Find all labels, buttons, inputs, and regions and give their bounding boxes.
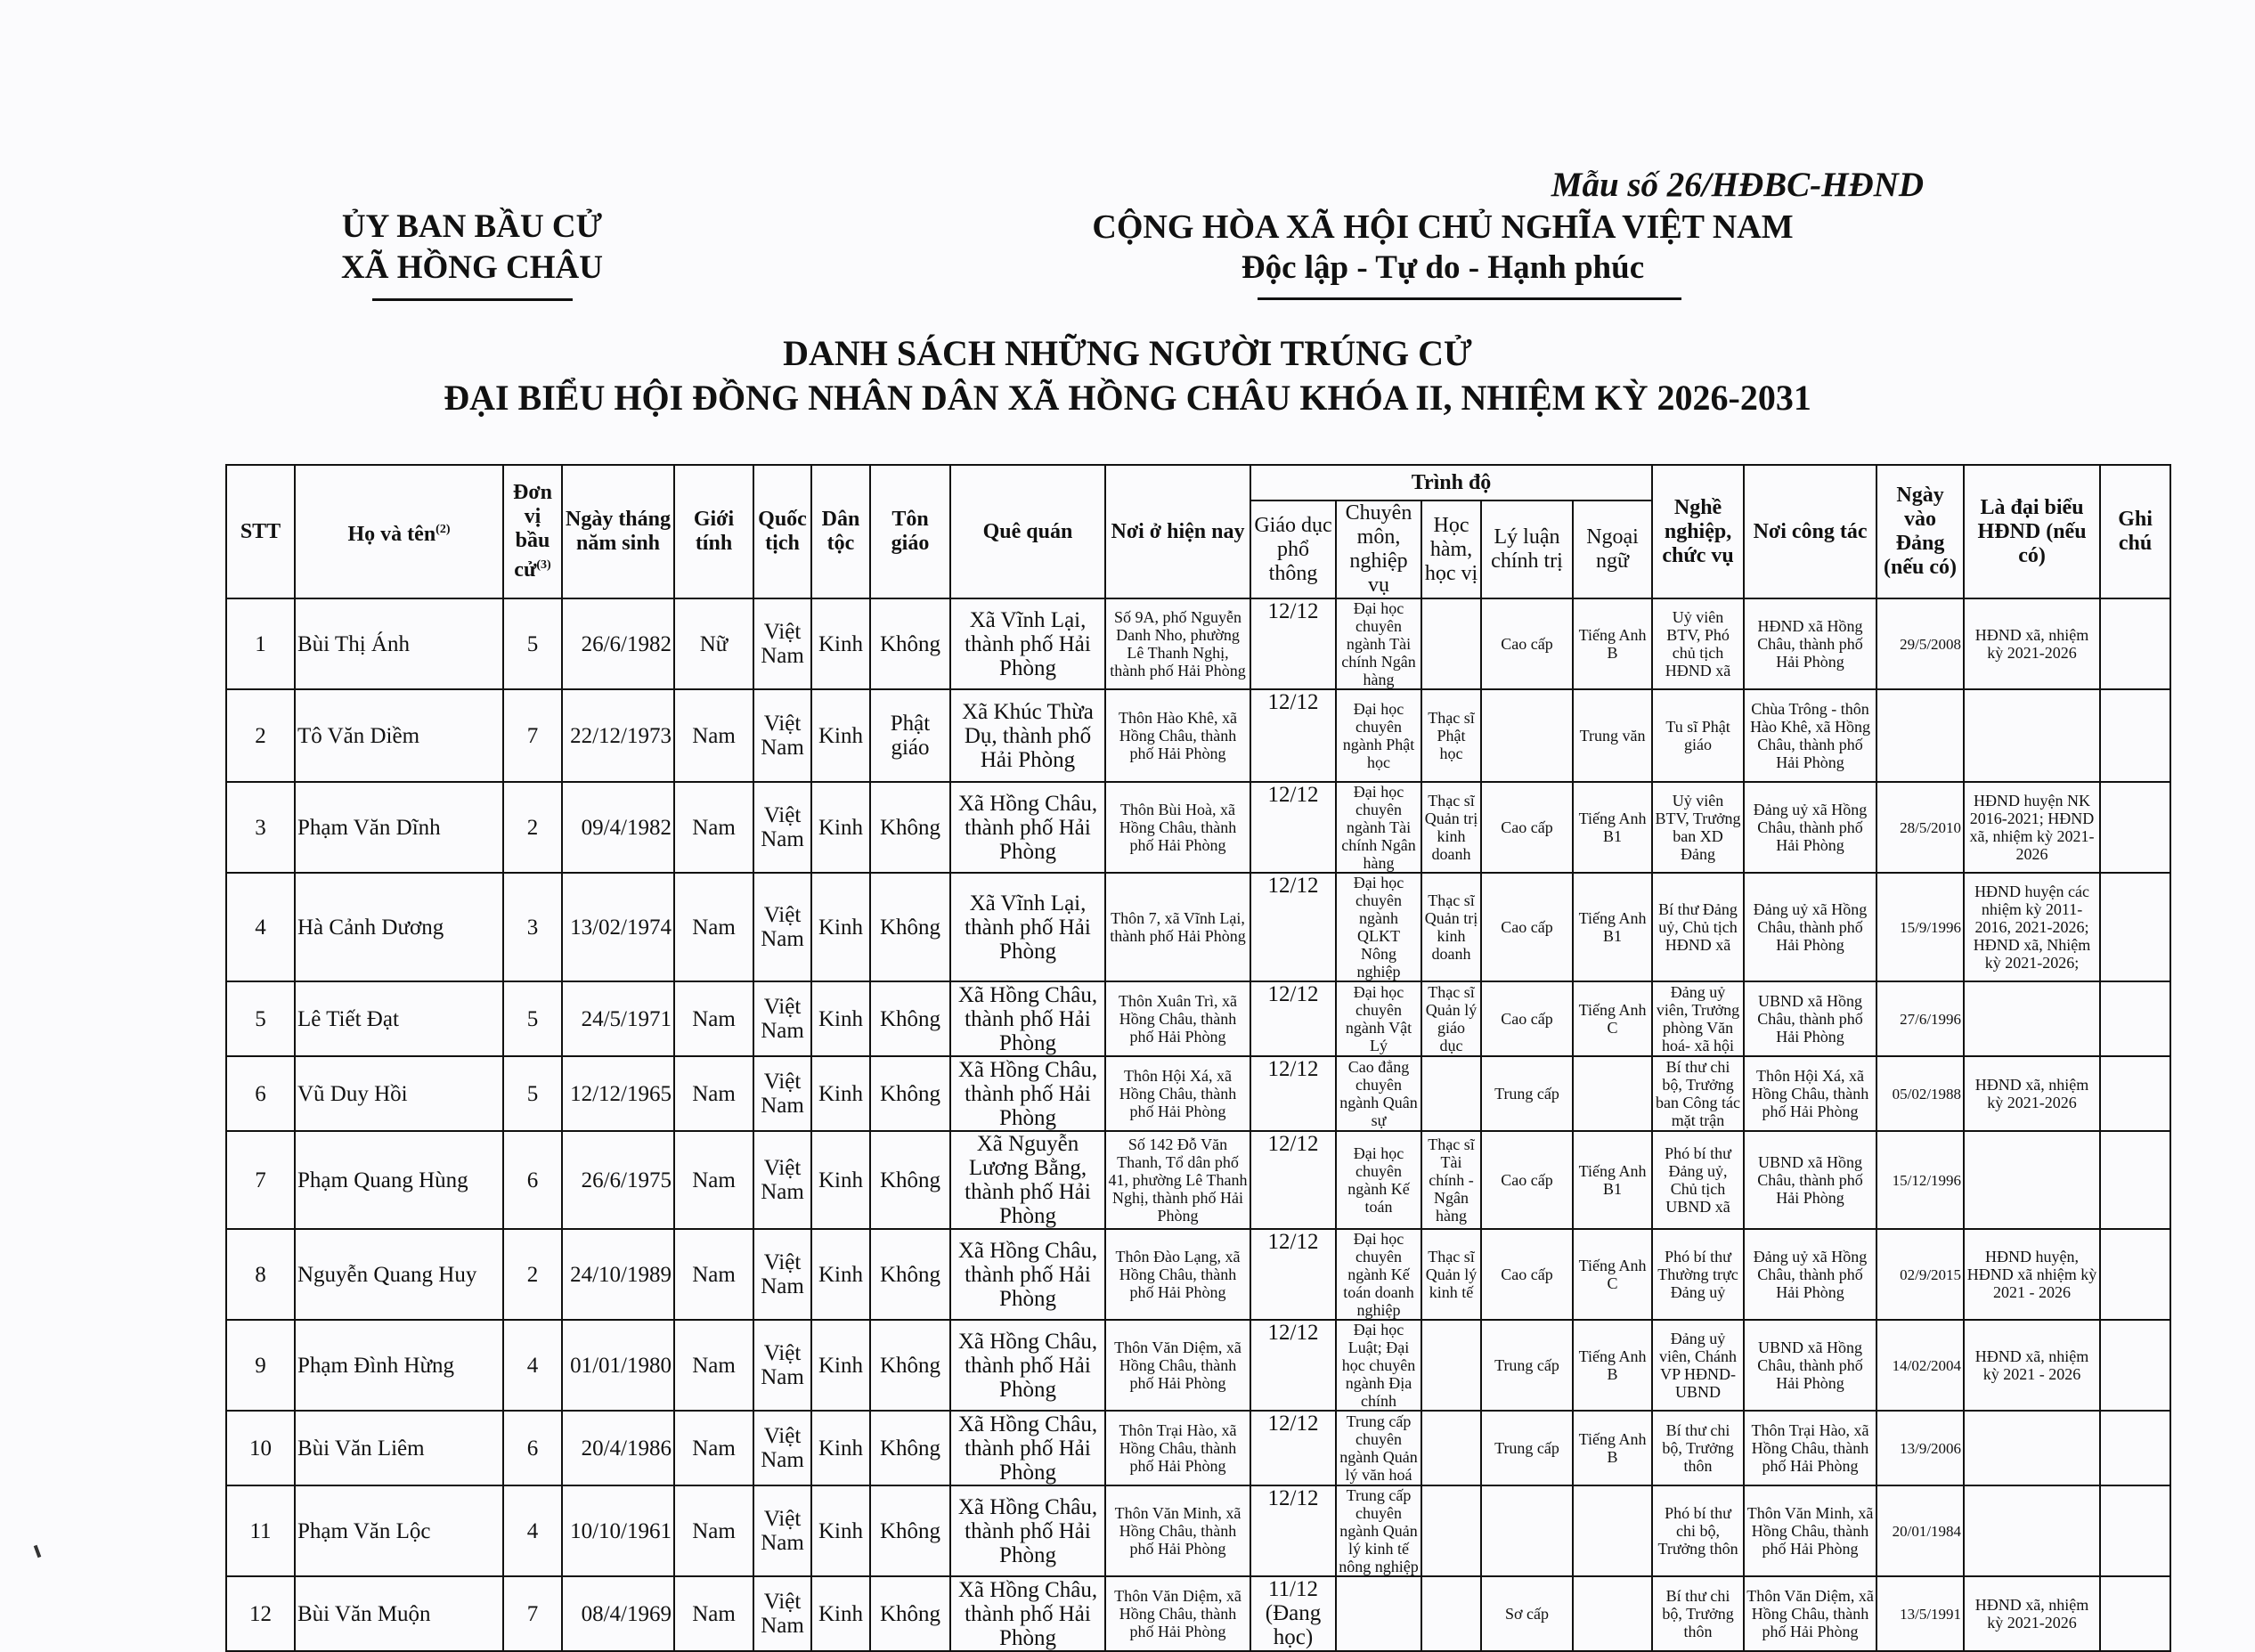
cell-name: Phạm Quang Hùng [295,1131,503,1229]
cell-ethnicity: Kinh [811,873,870,981]
cell-note [2100,1320,2170,1411]
cell-dob: 13/02/1974 [562,873,674,981]
cell-political: Cao cấp [1481,598,1573,689]
cell-general-edu: 12/12 [1250,981,1336,1056]
cell-stt: 8 [226,1229,295,1320]
cell-unit: 3 [503,873,562,981]
cell-hometown: Xã Khúc Thừa Dụ, thành phố Hải Phòng [950,689,1105,782]
cell-ethnicity: Kinh [811,689,870,782]
cell-workplace: Đảng uỷ xã Hồng Châu, thành phố Hải Phòng [1744,873,1876,981]
cell-hometown: Xã Nguyễn Lương Bằng, thành phố Hải Phòng [950,1131,1105,1229]
cell-language: Tiếng Anh B [1573,1320,1652,1411]
cell-prior-delegate [1964,1485,2100,1576]
cell-academic [1421,1485,1481,1576]
header-language: Ngoại ngữ [1573,500,1652,598]
cell-academic: Thạc sĩ Tài chính - Ngân hàng [1421,1131,1481,1229]
cell-academic: Thạc sĩ Quản lý giáo dục [1421,981,1481,1056]
cell-occupation: Đảng uỷ viên, Trưởng phòng Văn hoá- xã hội [1652,981,1744,1056]
cell-name: Vũ Duy Hồi [295,1056,503,1131]
cell-occupation: Tu sĩ Phật giáo [1652,689,1744,782]
cell-professional: Đại học chuyên ngành Tài chính Ngân hàng [1336,782,1421,873]
cell-nationality: Việt Nam [753,1485,811,1576]
cell-stt: 7 [226,1131,295,1229]
cell-workplace: UBND xã Hồng Châu, thành phố Hải Phòng [1744,1320,1876,1411]
cell-residence: Thôn Văn Diệm, xã Hồng Châu, thành phố Hải Phòng [1105,1576,1250,1651]
cell-occupation: Bí thư chi bộ, Trưởng thôn [1652,1576,1744,1651]
table-row [226,1320,2170,1411]
cell-dob: 22/12/1973 [562,689,674,782]
cell-party-date: 15/9/1996 [1876,873,1964,981]
cell-party-date: 13/9/2006 [1876,1411,1964,1485]
organization-line-2: XÃ HỒNG CHÂU [341,249,603,286]
scan-mark [34,1545,42,1558]
cell-stt: 9 [226,1320,295,1411]
cell-unit: 5 [503,981,562,1056]
cell-name: Nguyễn Quang Huy [295,1229,503,1320]
cell-dob: 20/4/1986 [562,1411,674,1485]
cell-occupation: Phó bí thư chi bộ, Trưởng thôn [1652,1485,1744,1576]
cell-religion: Không [870,1411,950,1485]
cell-party-date: 14/02/2004 [1876,1320,1964,1411]
table-row [226,873,2170,981]
cell-academic: Thạc sĩ Quản lý kinh tế [1421,1229,1481,1320]
cell-residence: Thôn Hào Khê, xã Hồng Châu, thành phố Hải Phòng [1105,689,1250,782]
cell-workplace: Thôn Trại Hào, xã Hồng Châu, thành phố Hải Phòng [1744,1411,1876,1485]
cell-gender: Nam [674,782,753,873]
cell-stt: 4 [226,873,295,981]
cell-stt: 5 [226,981,295,1056]
nation-name: CỘNG HÒA XÃ HỘI CHỦ NGHĨA VIỆT NAM [1092,208,1794,246]
cell-academic [1421,598,1481,689]
cell-religion: Không [870,873,950,981]
cell-language: Tiếng Anh B [1573,598,1652,689]
cell-residence: Thôn Văn Minh, xã Hồng Châu, thành phố Hải Phòng [1105,1485,1250,1576]
cell-gender: Nam [674,1229,753,1320]
cell-nationality: Việt Nam [753,981,811,1056]
cell-occupation: Bí thư chi bộ, Trưởng thôn [1652,1411,1744,1485]
cell-workplace: Thôn Hội Xá, xã Hồng Châu, thành phố Hải Phòng [1744,1056,1876,1131]
cell-party-date: 27/6/1996 [1876,981,1964,1056]
cell-name: Phạm Văn Lộc [295,1485,503,1576]
cell-academic [1421,1576,1481,1651]
header-unit: Đơn vị bầu cử$^{(3)}$ [503,465,562,598]
cell-residence: Thôn Xuân Trì, xã Hồng Châu, thành phố Hải Phòng [1105,981,1250,1056]
cell-gender: Nam [674,1411,753,1485]
cell-ethnicity: Kinh [811,1056,870,1131]
cell-ethnicity: Kinh [811,1576,870,1651]
cell-workplace: HĐND xã Hồng Châu, thành phố Hải Phòng [1744,598,1876,689]
table-row [226,1229,2170,1320]
cell-note [2100,1229,2170,1320]
cell-stt: 1 [226,598,295,689]
cell-political [1481,1485,1573,1576]
cell-religion: Không [870,1485,950,1576]
header-education-group: Trình độ [1250,465,1652,500]
cell-nationality: Việt Nam [753,1229,811,1320]
motto-underline [1258,297,1681,300]
national-header [997,207,1888,289]
cell-prior-delegate: HĐND xã, nhiệm kỳ 2021 - 2026 [1964,1320,2100,1411]
cell-residence: Thôn Trại Hào, xã Hồng Châu, thành phố Hải Phòng [1105,1411,1250,1485]
cell-religion: Không [870,981,950,1056]
cell-prior-delegate: HĐND huyện, HĐND xã nhiệm kỳ 2021 - 2026 [1964,1229,2100,1320]
cell-dob: 01/01/1980 [562,1320,674,1411]
cell-dob: 10/10/1961 [562,1485,674,1576]
organization-underline [372,298,573,301]
table-row [226,1131,2170,1229]
cell-ethnicity: Kinh [811,1229,870,1320]
cell-nationality: Việt Nam [753,1576,811,1651]
cell-residence: Số 9A, phố Nguyễn Danh Nho, phường Lê Thanh Nghị, thành phố Hải Phòng [1105,598,1250,689]
cell-political: Trung cấp [1481,1320,1573,1411]
cell-name: Hà Cảnh Dương [295,873,503,981]
cell-dob: 08/4/1969 [562,1576,674,1651]
cell-general-edu: 12/12 [1250,1411,1336,1485]
cell-dob: 24/5/1971 [562,981,674,1056]
cell-political: Cao cấp [1481,1131,1573,1229]
cell-general-edu: 12/12 [1250,782,1336,873]
cell-language: Trung văn [1573,689,1652,782]
cell-gender: Nam [674,1056,753,1131]
cell-professional [1336,1576,1421,1651]
header-professional: Chuyên môn, nghiệp vụ [1336,500,1421,598]
cell-prior-delegate [1964,981,2100,1056]
cell-note [2100,1485,2170,1576]
cell-nationality: Việt Nam [753,782,811,873]
cell-prior-delegate [1964,1411,2100,1485]
cell-prior-delegate: HĐND xã, nhiệm kỳ 2021-2026 [1964,1056,2100,1131]
cell-prior-delegate: HĐND huyện các nhiệm kỳ 2011-2016, 2021-2026; HĐND xã, Nhiệm kỳ 2021-2026; [1964,873,2100,981]
cell-name: Bùi Thị Ánh [295,598,503,689]
cell-hometown: Xã Hồng Châu, thành phố Hải Phòng [950,1485,1105,1576]
cell-hometown: Xã Hồng Châu, thành phố Hải Phòng [950,1229,1105,1320]
cell-hometown: Xã Hồng Châu, thành phố Hải Phòng [950,981,1105,1056]
cell-professional: Trung cấp chuyên ngành Quản lý văn hoá [1336,1411,1421,1485]
table-row [226,1056,2170,1131]
cell-workplace: Đảng uỷ xã Hồng Châu, thành phố Hải Phòng [1744,782,1876,873]
cell-note [2100,598,2170,689]
cell-unit: 2 [503,782,562,873]
cell-academic: Thạc sĩ Quản trị kinh doanh [1421,873,1481,981]
cell-party-date: 28/5/2010 [1876,782,1964,873]
header-religion: Tôn giáo [870,465,950,598]
form-number: Mẫu số 26/HĐBC-HĐND [1551,166,1924,204]
document-title [223,331,2032,420]
cell-occupation: Đảng uỷ viên, Chánh VP HĐND-UBND [1652,1320,1744,1411]
cell-hometown: Xã Vĩnh Lại, thành phố Hải Phòng [950,598,1105,689]
cell-nationality: Việt Nam [753,1131,811,1229]
cell-party-date [1876,689,1964,782]
cell-professional: Đại học chuyên ngành Kế toán doanh nghiệp [1336,1229,1421,1320]
cell-academic: Thạc sĩ Quản trị kinh doanh [1421,782,1481,873]
cell-professional: Đại học Luật; Đại học chuyên ngành Địa chính [1336,1320,1421,1411]
cell-prior-delegate: HĐND xã, nhiệm kỳ 2021-2026 [1964,598,2100,689]
cell-prior-delegate: HĐND xã, nhiệm kỳ 2021-2026 [1964,1576,2100,1651]
cell-nationality: Việt Nam [753,1056,811,1131]
nation-motto: Độc lập - Tự do - Hạnh phúc [1241,249,1645,286]
cell-hometown: Xã Hồng Châu, thành phố Hải Phòng [950,1056,1105,1131]
header-dob: Ngày tháng năm sinh [562,465,674,598]
cell-workplace: Thôn Văn Minh, xã Hồng Châu, thành phố Hải Phòng [1744,1485,1876,1576]
cell-ethnicity: Kinh [811,1320,870,1411]
cell-nationality: Việt Nam [753,689,811,782]
cell-general-edu: 12/12 [1250,1320,1336,1411]
cell-hometown: Xã Hồng Châu, thành phố Hải Phòng [950,1411,1105,1485]
cell-religion: Không [870,1320,950,1411]
cell-note [2100,1411,2170,1485]
cell-residence: Thôn 7, xã Vĩnh Lại, thành phố Hải Phòng [1105,873,1250,981]
cell-nationality: Việt Nam [753,1411,811,1485]
cell-residence: Thôn Văn Diệm, xã Hồng Châu, thành phố Hải Phòng [1105,1320,1250,1411]
cell-workplace: Thôn Văn Diệm, xã Hồng Châu, thành phố Hải Phòng [1744,1576,1876,1651]
cell-political: Trung cấp [1481,1056,1573,1131]
cell-name: Lê Tiết Đạt [295,981,503,1056]
organization-line-1: ỦY BAN BẦU CỬ [341,208,603,245]
cell-language: Tiếng Anh B1 [1573,1131,1652,1229]
cell-professional: Đại học chuyên ngành Kế toán [1336,1131,1421,1229]
cell-name: Bùi Văn Muộn [295,1576,503,1651]
cell-dob: 12/12/1965 [562,1056,674,1131]
cell-party-date: 15/12/1996 [1876,1131,1964,1229]
header-ethnicity: Dân tộc [811,465,870,598]
cell-unit: 4 [503,1320,562,1411]
cell-ethnicity: Kinh [811,598,870,689]
cell-note [2100,873,2170,981]
cell-occupation: Bí thư chi bộ, Trưởng ban Công tác mặt trận [1652,1056,1744,1131]
cell-note [2100,689,2170,782]
cell-language [1573,1576,1652,1651]
cell-party-date: 13/5/1991 [1876,1576,1964,1651]
cell-unit: 4 [503,1485,562,1576]
cell-political: Cao cấp [1481,873,1573,981]
header-prior-delegate: Là đại biểu HĐND (nếu có) [1964,465,2100,598]
cell-professional: Trung cấp chuyên ngành Quản lý kinh tế nông nghiệp [1336,1485,1421,1576]
cell-language: Tiếng Anh C [1573,981,1652,1056]
issuing-organization [294,207,650,289]
cell-occupation: Phó bí thư Đảng uỷ, Chủ tịch UBND xã [1652,1131,1744,1229]
header-hometown: Quê quán [950,465,1105,598]
cell-general-edu: 12/12 [1250,873,1336,981]
cell-hometown: Xã Hồng Châu, thành phố Hải Phòng [950,1576,1105,1651]
cell-ethnicity: Kinh [811,782,870,873]
table-row [226,1411,2170,1485]
cell-name: Bùi Văn Liêm [295,1411,503,1485]
cell-occupation: Uỷ viên BTV, Trưởng ban XD Đảng [1652,782,1744,873]
cell-residence: Thôn Bùi Hoà, xã Hồng Châu, thành phố Hải Phòng [1105,782,1250,873]
cell-name: Phạm Văn Dĩnh [295,782,503,873]
cell-political: Trung cấp [1481,1411,1573,1485]
cell-residence: Thôn Đào Lạng, xã Hồng Châu, thành phố Hải Phòng [1105,1229,1250,1320]
cell-stt: 10 [226,1411,295,1485]
cell-gender: Nam [674,689,753,782]
cell-dob: 26/6/1975 [562,1131,674,1229]
cell-professional: Đại học chuyên ngành Tài chính Ngân hàng [1336,598,1421,689]
cell-party-date: 05/02/1988 [1876,1056,1964,1131]
cell-residence: Thôn Hội Xá, xã Hồng Châu, thành phố Hải Phòng [1105,1056,1250,1131]
cell-note [2100,1056,2170,1131]
header-occupation: Nghề nghiệp, chức vụ [1652,465,1744,598]
cell-language [1573,1485,1652,1576]
header-party-date: Ngày vào Đảng (nếu có) [1876,465,1964,598]
cell-prior-delegate [1964,1131,2100,1229]
cell-nationality: Việt Nam [753,873,811,981]
cell-note [2100,782,2170,873]
cell-dob: 09/4/1982 [562,782,674,873]
cell-party-date: 20/01/1984 [1876,1485,1964,1576]
header-political: Lý luận chính trị [1481,500,1573,598]
cell-religion: Không [870,598,950,689]
cell-hometown: Xã Hồng Châu, thành phố Hải Phòng [950,1320,1105,1411]
header-nationality: Quốc tịch [753,465,811,598]
cell-gender: Nữ [674,598,753,689]
cell-note [2100,1131,2170,1229]
cell-political: Sơ cấp [1481,1576,1573,1651]
cell-hometown: Xã Vĩnh Lại, thành phố Hải Phòng [950,873,1105,981]
cell-party-date: 29/5/2008 [1876,598,1964,689]
header-workplace: Nơi công tác [1744,465,1876,598]
cell-name: Tô Văn Diềm [295,689,503,782]
cell-general-edu: 12/12 [1250,598,1336,689]
table-row [226,689,2170,782]
cell-professional: Đại học chuyên ngành Phật học [1336,689,1421,782]
cell-political [1481,689,1573,782]
cell-religion: Phật giáo [870,689,950,782]
cell-workplace: Chùa Trông - thôn Hào Khê, xã Hồng Châu, thành phố Hải Phòng [1744,689,1876,782]
cell-religion: Không [870,1229,950,1320]
cell-language: Tiếng Anh B1 [1573,782,1652,873]
cell-general-edu: 12/12 [1250,1229,1336,1320]
header-gender: Giới tính [674,465,753,598]
cell-academic [1421,1411,1481,1485]
cell-political: Cao cấp [1481,1229,1573,1320]
cell-academic [1421,1320,1481,1411]
cell-note [2100,1576,2170,1651]
cell-language [1573,1056,1652,1131]
cell-unit: 7 [503,689,562,782]
cell-unit: 5 [503,1056,562,1131]
cell-unit: 6 [503,1411,562,1485]
cell-ethnicity: Kinh [811,981,870,1056]
header-name: Họ và tên$^{(2)}$ [295,465,503,598]
title-line-1: DANH SÁCH NHỮNG NGƯỜI TRÚNG CỬ [783,333,1472,373]
header-general-edu: Giáo dục phổ thông [1250,500,1336,598]
table-row [226,782,2170,873]
cell-workplace: UBND xã Hồng Châu, thành phố Hải Phòng [1744,981,1876,1056]
cell-ethnicity: Kinh [811,1131,870,1229]
header-note: Ghi chú [2100,465,2170,598]
cell-religion: Không [870,782,950,873]
cell-nationality: Việt Nam [753,1320,811,1411]
cell-workplace: Đảng uỷ xã Hồng Châu, thành phố Hải Phòng [1744,1229,1876,1320]
header-residence: Nơi ở hiện nay [1105,465,1250,598]
cell-dob: 24/10/1989 [562,1229,674,1320]
cell-gender: Nam [674,1320,753,1411]
cell-religion: Không [870,1131,950,1229]
cell-general-edu: 11/12 (Đang học) [1250,1576,1336,1651]
cell-gender: Nam [674,1485,753,1576]
cell-nationality: Việt Nam [753,598,811,689]
cell-language: Tiếng Anh C [1573,1229,1652,1320]
cell-stt: 2 [226,689,295,782]
cell-professional: Cao đẳng chuyên ngành Quân sự [1336,1056,1421,1131]
cell-academic [1421,1056,1481,1131]
cell-professional: Đại học chuyên ngành Vật Lý [1336,981,1421,1056]
cell-stt: 12 [226,1576,295,1651]
cell-ethnicity: Kinh [811,1485,870,1576]
cell-unit: 2 [503,1229,562,1320]
cell-ethnicity: Kinh [811,1411,870,1485]
cell-general-edu: 12/12 [1250,1485,1336,1576]
cell-general-edu: 12/12 [1250,1131,1336,1229]
cell-occupation: Bí thư Đảng uỷ, Chủ tịch HĐND xã [1652,873,1744,981]
cell-hometown: Xã Hồng Châu, thành phố Hải Phòng [950,782,1105,873]
cell-occupation: Phó bí thư Thường trực Đảng uỷ [1652,1229,1744,1320]
table-row [226,1576,2170,1651]
cell-party-date: 02/9/2015 [1876,1229,1964,1320]
cell-name: Phạm Đình Hừng [295,1320,503,1411]
cell-stt: 11 [226,1485,295,1576]
cell-academic: Thạc sĩ Phật học [1421,689,1481,782]
elected-delegates-table [225,464,2171,1652]
cell-prior-delegate [1964,689,2100,782]
cell-gender: Nam [674,873,753,981]
cell-dob: 26/6/1982 [562,598,674,689]
cell-general-edu: 12/12 [1250,1056,1336,1131]
cell-gender: Nam [674,1131,753,1229]
cell-unit: 7 [503,1576,562,1651]
cell-stt: 6 [226,1056,295,1131]
cell-religion: Không [870,1576,950,1651]
table-row [226,598,2170,689]
title-line-2: ĐẠI BIỂU HỘI ĐỒNG NHÂN DÂN XÃ HỒNG CHÂU KHÓA II, NHIỆM KỲ 2026-2031 [444,378,1811,418]
cell-professional: Đại học chuyên ngành QLKT Nông nghiệp [1336,873,1421,981]
header-stt: STT [226,465,295,598]
cell-unit: 5 [503,598,562,689]
cell-political: Cao cấp [1481,782,1573,873]
cell-gender: Nam [674,1576,753,1651]
cell-unit: 6 [503,1131,562,1229]
cell-prior-delegate: HĐND huyện NK 2016-2021; HĐND xã, nhiệm kỳ 2021-2026 [1964,782,2100,873]
table-row [226,981,2170,1056]
cell-note [2100,981,2170,1056]
cell-general-edu: 12/12 [1250,689,1336,782]
cell-residence: Số 142 Đỗ Văn Thanh, Tổ dân phố 41, phường Lê Thanh Nghị, thành phố Hải Phòng [1105,1131,1250,1229]
cell-religion: Không [870,1056,950,1131]
cell-workplace: UBND xã Hồng Châu, thành phố Hải Phòng [1744,1131,1876,1229]
cell-language: Tiếng Anh B1 [1573,873,1652,981]
cell-political: Cao cấp [1481,981,1573,1056]
cell-language: Tiếng Anh B [1573,1411,1652,1485]
header-academic: Học hàm, học vị [1421,500,1481,598]
cell-stt: 3 [226,782,295,873]
cell-occupation: Uỷ viên BTV, Phó chủ tịch HĐND xã [1652,598,1744,689]
cell-gender: Nam [674,981,753,1056]
table-row [226,1485,2170,1576]
